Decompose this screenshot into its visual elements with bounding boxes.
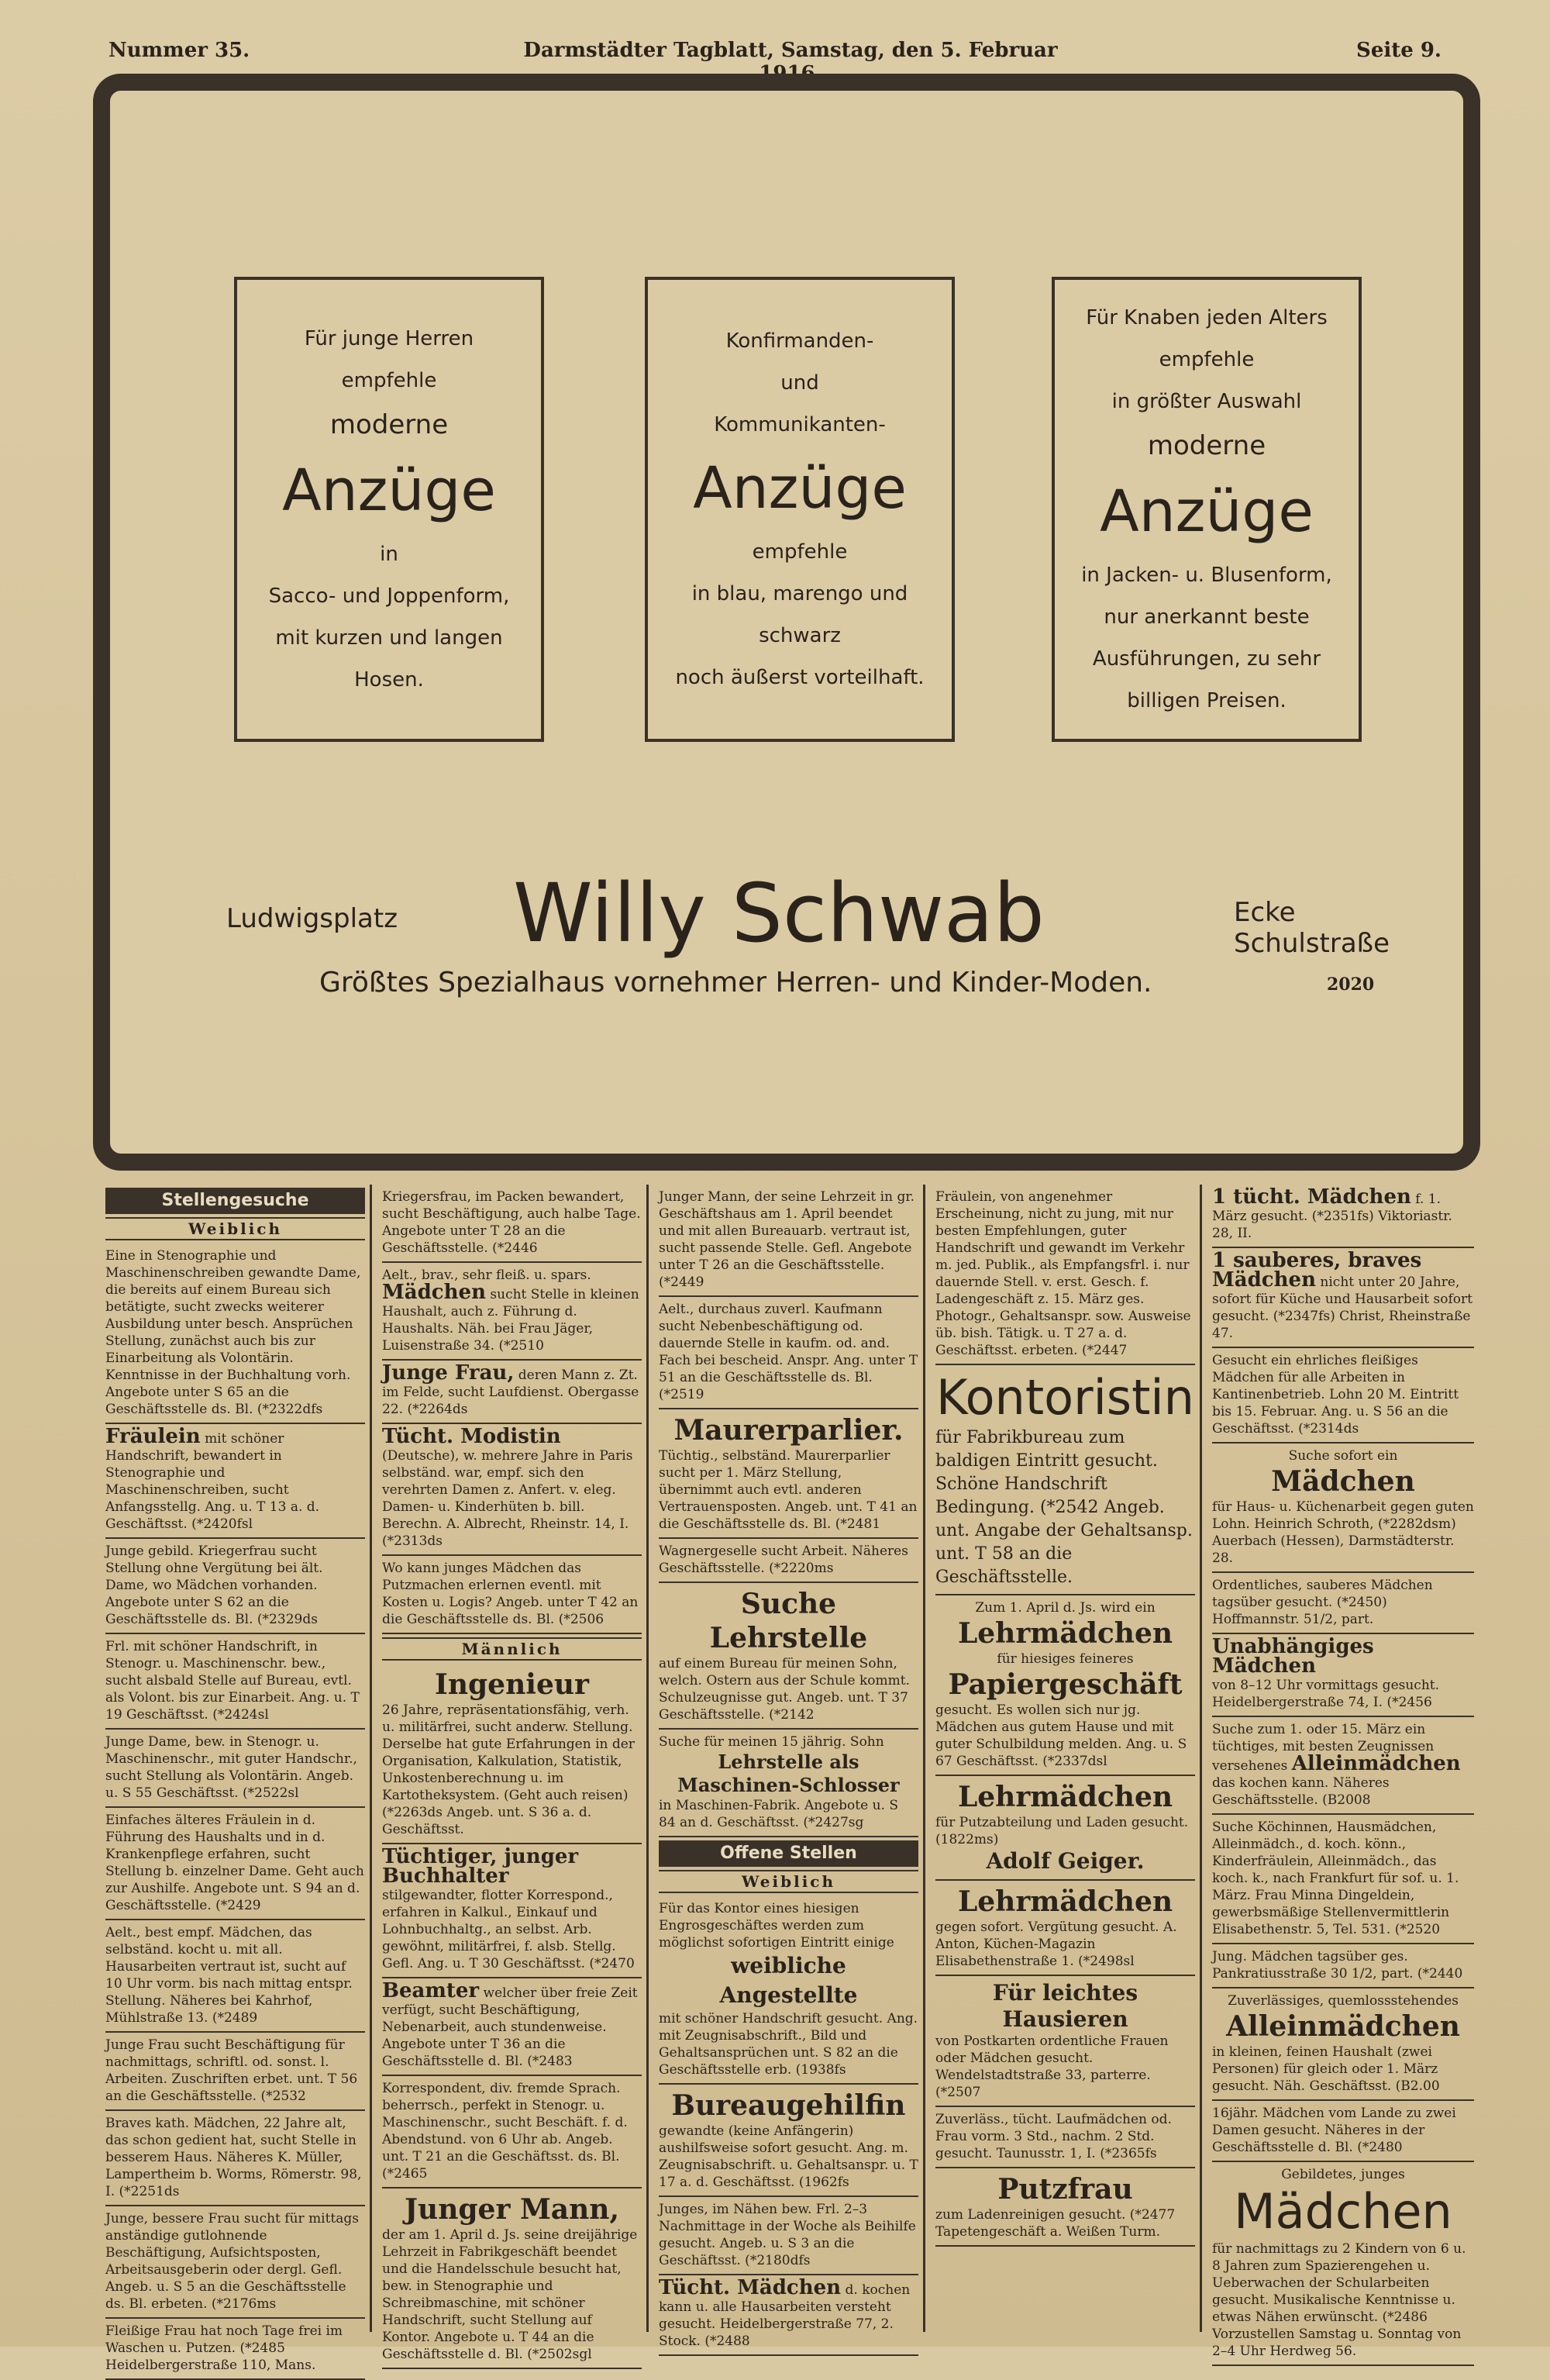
classified-ad: Junge Dame, bew. in Stenogr. u. Maschinenschr., mit guter Handschr., sucht Stellung als Volontärin. Angeb. u. S 55 Geschäftsst. (*2522sl [105, 1730, 365, 1808]
ad-text: empfehle [1159, 348, 1255, 371]
ad-text: moderne [1147, 430, 1266, 461]
ad-body: gesucht. Es wollen sich nur jg. Mädchen aus gutem Hause und mit guter Schulbildung melden. Ang. u. S 67 Geschäftsst. (*2337dsl [935, 1702, 1187, 1769]
classified-ad: Kriegersfrau, im Packen bewandert, sucht Beschäftigung, auch halbe Tage. Angebote unter T 28 an die Geschäftsstelle. (*2446 [382, 1185, 642, 1263]
classified-ad [935, 2168, 1195, 2247]
classified-ad [105, 1424, 365, 1539]
ad-body: mit schöner Handschrift gesucht. Ang. mit Zeugnisabschrift., Bild und Gehaltsansprüchen unt. S 82 an die Geschäftsstelle erb. (1938fs [659, 2011, 918, 2078]
subsection-title: Weiblich [105, 1217, 365, 1240]
classified-ad [382, 1844, 642, 1978]
ad-text: Für Knaben jeden Alters [1086, 306, 1328, 329]
classified-ad: Suche Köchinnen, Hausmädchen, Alleinmädch., d. koch. könn., Kinderfräulein, Alleinmädch., das koch. k., nach Frankfurt für sof. u. 1. März. Frau Minna Dingeldein, gewerbsmäßige Stellenvermittlerin Elisabethenstr. 5, Tel. 531. (*2520 [1212, 1815, 1474, 1944]
classified-ad [659, 1409, 918, 1539]
classified-ad: Gesucht ein ehrliches fleißiges Mädchen für alle Arbeiten in Kantinenbetrieb. Lohn 20 M. Eintritt bis 15. Februar. Ang. u. S 56 an die Geschäftsst. (*2314ds [1212, 1348, 1474, 1444]
classified-ad: Junge, bessere Frau sucht für mittags anständige gutlohnende Beschäftigung, Aufsichtsposten, Arbeitsausgeberin oder dergl. Gefl. Angeb. u. S 5 an die Geschäftsstelle ds. Bl. erbeten. (*2176ms [105, 2206, 365, 2319]
ad-body: welcher über freie Zeit verfügt, sucht Beschäftigung, Nebenarbeit, auch stundenweise. Angebote unter T 36 an die Geschäftsstelle d. Bl. (*2483 [382, 1985, 638, 2069]
ad-text: in blau, marengo und [691, 582, 908, 605]
ad-body: 26 Jahre, repräsentationsfähig, verh. u. militärfrei, sucht anderw. Stellung. Derselbe hat gute Erfahrungen in der Organisation, Kalkulation, Statistik, Unkostenberechnung u. im Kartotheksystem. (Geht auch reisen) (*2263ds Angeb. unt. S 36 a. d. Geschäftsst. [382, 1702, 635, 1837]
ad-lead: 1 tücht. Mädchen [1212, 1185, 1411, 1209]
classified-ad [1212, 1248, 1474, 1348]
ad-box-boys [1052, 277, 1362, 742]
ad-body: für Putzabteilung und Laden gesucht. (1822ms) [935, 1815, 1189, 1847]
classified-ad [935, 1881, 1195, 1976]
masthead [108, 39, 1442, 70]
ad-lead: Unabhängiges Mädchen [1212, 1635, 1374, 1678]
ad-lead: Adolf Geiger. [986, 1848, 1145, 1874]
ad-body: Suche zum 1. oder 15. März ein tüchtiges, mit besten Zeugnissen versehenes [1212, 1722, 1435, 1774]
classified-ad: Frl. mit schöner Handschrift, in Stenogr. u. Maschinenschr. bew., sucht alsbald Stelle auf Bureau, evtl. als Volont. bis zur Einarbeit. Ang. u. T 19 Geschäftsst. (*2424sl [105, 1634, 365, 1730]
ad-body: in kleinen, feinen Haushalt (zwei Personen) für gleich oder 1. März gesucht. Näh. Geschäftsst. (B2.00 [1212, 2044, 1440, 2094]
ad-code: 2020 [1327, 974, 1375, 995]
ad-location-right: Ecke Schulstraße [1234, 897, 1390, 959]
column-2 [377, 1185, 649, 2362]
ad-lead: Lehrmädchen [957, 1781, 1173, 1813]
ad-body: Zuverlässiges, quemlossstehendes [1228, 1993, 1459, 2009]
ad-body: von 8–12 Uhr vormittags gesucht. Heidelbergerstraße 74, I. (*2456 [1212, 1678, 1440, 1710]
ad-lead: Beamter [382, 1979, 480, 2002]
classified-ad [1212, 1444, 1474, 1573]
ad-lead: Papiergeschäft [948, 1668, 1183, 1701]
classified-ad [382, 2189, 642, 2369]
column-1 [101, 1185, 372, 2373]
classified-ad [659, 1730, 918, 1837]
classified-ad: Aelt., durchaus zuverl. Kaufmann sucht Nebenbeschäftigung od. dauernde Stelle in kaufm. od. and. Fach bei bescheid. Anspr. Ang. unter T 51 an die Geschäftsstelle ds. Bl. (*2519 [659, 1297, 918, 1409]
subsection-title: Männlich [382, 1637, 642, 1661]
ad-text: Sacco- und Joppenform, [268, 585, 510, 608]
classified-ad: Wagnergeselle sucht Arbeit. Näheres Geschäftsstelle. (*2220ms [659, 1539, 918, 1583]
ad-text: Hosen. [354, 668, 424, 692]
ad-body: sucht Stelle in kleinen Haushalt, auch z. Führung d. Haushalts. Näh. bei Frau Jäger, Luisenstraße 34. (*2510 [382, 1287, 639, 1354]
column-4 [931, 1185, 1202, 2332]
ad-text: Für junge Herren [304, 327, 474, 350]
column-5 [1207, 1185, 1479, 2359]
ad-headline: Anzüge [693, 455, 907, 522]
ad-text: empfehle [752, 540, 848, 564]
classified-ad [382, 1361, 642, 1424]
ad-body: zum Ladenreinigen gesucht. (*2477 Tapetengeschäft a. Weißen Turm. [935, 2207, 1176, 2240]
ad-text: moderne [329, 409, 449, 440]
ad-text: noch äußerst vorteilhaft. [675, 666, 925, 689]
ad-body: für nachmittags zu 2 Kindern von 6 u. 8 Jahren zum Spazierengehen u. Ueberwachen der Schularbeiten gesucht. Musikalische Kenntnisse u. etwas Nähen erwünscht. (*2486 Vorzustellen Samstag u. Sonntag von 2–4 Uhr Herdweg 56. [1212, 2241, 1466, 2359]
section-header: Stellengesuche [105, 1188, 365, 1214]
classified-ad: Einfaches älteres Fräulein in d. Führung des Haushalts und in d. Krankenpflege erfahren, sucht Stellung b. einzelner Dame. Geht auch zur Aushilfe. Angebote unt. S 94 an d. Geschäftsstelle. (*2429 [105, 1808, 365, 1920]
classified-ad [935, 1595, 1195, 1776]
ad-body: von Postkarten ordentliche Frauen oder Mädchen gesucht. Wendelstadtstraße 33, parterre. (*2507 [935, 2033, 1169, 2100]
ad-lead: Maurerparlier. [673, 1414, 904, 1447]
ad-headline: Anzüge [282, 457, 496, 524]
ad-headline: Anzüge [1100, 478, 1314, 545]
classified-ad: 16jähr. Mädchen vom Lande zu zwei Damen gesucht. Näheres in der Geschäftsstelle d. Bl. (*2480 [1212, 2101, 1474, 2162]
classified-ad [1212, 1185, 1474, 1248]
classified-ad: Aelt., best empf. Mädchen, das selbständ. kocht u. mit all. Hausarbeiten vertraut ist, sucht auf 10 Uhr vorm. bis nach mittag entspr. Stellung. Näheres bei Kahrhof, Mühlstraße 13. (*2489 [105, 1920, 365, 2033]
ad-text: mit kurzen und langen [275, 626, 503, 650]
classified-columns [101, 1185, 1488, 2373]
newspaper-title: Darmstädter Tagblatt, Samstag, den 5. Februar [523, 39, 1058, 62]
ad-body: f. 1. März gesucht. (*2351fs) Viktoriastr. 28, II. [1212, 1192, 1452, 1241]
ad-lead: Fräulein [105, 1425, 201, 1448]
classified-ad: Junge gebild. Kriegerfrau sucht Stellung ohne Vergütung bei ält. Dame, wo Mädchen vorhanden. Angebote unter S 62 an die Geschäftsstelle ds. Bl. (*2329ds [105, 1539, 365, 1634]
ad-text: und [780, 371, 819, 395]
ad-body: Gebildetes, junges [1281, 2167, 1405, 2182]
ad-lead: Mädchen [1234, 2183, 1452, 2240]
ad-text: nur anerkannt beste [1104, 605, 1310, 629]
classified-ad: Ordentliches, sauberes Mädchen tagsüber gesucht. (*2450) Hoffmannstr. 51/2, part. [1212, 1573, 1474, 1634]
classified-ad [659, 2085, 918, 2197]
ad-lead: Putzfrau [997, 2173, 1133, 2206]
classified-ad [935, 1776, 1195, 1881]
ad-lead: Tücht. Modistin [382, 1425, 561, 1448]
classified-ad: Jung. Mädchen tagsüber ges. Pankratiusstraße 30 1/2, part. (*2440 [1212, 1944, 1474, 1989]
ad-body: (Deutsche), w. mehrere Jahre in Paris selbständ. war, empf. sich den verehrten Damen z. Anfert. v. eleg. Damen- u. Kinderhüten b. bill. Berechn. A. Albrecht, Rheinstr. 14, I. (*2313ds [382, 1448, 633, 1549]
classified-ad: Braves kath. Mädchen, 22 Jahre alt, das schon gedient hat, sucht Stelle in besserem Haus. Näheres K. Müller, Lampertheim b. Worms, Römerstr. 98, I. (*2251ds [105, 2111, 365, 2206]
classified-ad: Junger Mann, der seine Lehrzeit in gr. Geschäftshaus am 1. April beendet und mit allen Bureauarb. vertraut ist, sucht passende Stelle. Gefl. Angebote unter T 26 an die Geschäftsstelle. (*2449 [659, 1185, 918, 1297]
ad-lead: Ingenieur [435, 1668, 589, 1701]
ad-lead: Junger Mann, [404, 2193, 619, 2226]
classified-ad [382, 1664, 642, 1844]
ad-lead: 1 sauberes, braves Mädchen [1212, 1249, 1422, 1292]
classified-ad: Korrespondent, div. fremde Sprach. beherrsch., perfekt in Stenogr. u. Maschinenschr., sucht Beschäft. f. d. Abendstund. von 6 Uhr ab. Angeb. unt. T 21 an die Geschäftsst. ds. Bl. (*2465 [382, 2076, 642, 2189]
ad-lead: Lehrstelle als Maschinen-Schlosser [677, 1751, 900, 1796]
ad-lead: weibliche Angestellte [719, 1953, 858, 2008]
classified-ad: Junges, im Nähen bew. Frl. 2–3 Nachmittage in der Woche als Beihilfe gesucht. Angeb. u. S 3 an die Geschäftsst. (*2180dfs [659, 2197, 918, 2275]
classified-ad: Wo kann junges Mädchen das Putzmachen erlernen eventl. mit Kosten u. Logis? Angeb. unter T 42 an die Geschäftsstelle ds. Bl. (*2506 [382, 1556, 642, 1634]
classified-ad [659, 1583, 918, 1730]
subsection-title: Weiblich [659, 1870, 918, 1893]
ad-lead: Mädchen [1271, 1465, 1415, 1498]
classified-ad [659, 2275, 918, 2356]
classified-ad [382, 1978, 642, 2076]
ad-lead: Tücht. Mädchen [659, 2276, 842, 2299]
ad-body: gewandte (keine Anfängerin) aushilfsweise sofort gesucht. Ang. m. Zeugnisabschrift. u. Gehaltsanspr. u. T 17 a. d. Geschäftsst. (1962fs [659, 2123, 918, 2190]
classified-ad [935, 1365, 1195, 1595]
ad-tagline: Größtes Spezialhaus vornehmer Herren- und Kinder-Moden. [319, 967, 1152, 999]
ad-body: für Fabrikbureau zum baldigen Eintritt gesucht. Schöne Handschrift Bedingung. (*2542 Angeb. unt. Angabe der Gehaltsansp. unt. T 58 an die Geschäftsstelle. [935, 1428, 1193, 1587]
classified-ad: Fleißige Frau hat noch Tage frei im Waschen u. Putzen. (*2485 Heidelbergerstraße 110, Mans. [105, 2319, 365, 2380]
ad-body: Aelt., brav., sehr fleiß. u. spars. [382, 1268, 591, 1283]
ad-lead: Lehrmädchen [957, 1617, 1173, 1650]
ad-text: Konfirmanden- [725, 329, 874, 353]
ad-body: für hiesiges feineres [997, 1651, 1134, 1667]
column-3 [654, 1185, 925, 2349]
ad-text: Ausführungen, zu sehr [1092, 647, 1321, 671]
ad-lead: Junge Frau, [382, 1361, 515, 1385]
ad-brand-line [226, 866, 1390, 974]
ad-box-confirmation [645, 277, 955, 742]
classified-ad: Zuverläss., tücht. Laufmädchen od. Frau vorm. 3 Std., nachm. 2 Std. gesucht. Taunusstr. 1, I. (*2365fs [935, 2107, 1195, 2168]
ad-lead: Alleinmädchen [1226, 2010, 1460, 2043]
ad-lead: Tüchtiger, junger Buchhalter [382, 1845, 579, 1888]
section-header: Offene Stellen [659, 1840, 918, 1867]
classified-ad: Eine in Stenographie und Maschinenschreiben gewandte Dame, die bereits auf einem Bureau sich betätigte, sucht zwecks weiterer Ausbildung unter besch. Ansprüchen Stellung, zunächst auch bis zur Einarbeitung als Volontärin. Kenntnisse in der Buchhaltung vorh. Angebote unter S 65 an die Geschäftsstelle ds. Bl. (*2322dfs [105, 1243, 365, 1424]
ad-text: in größter Auswahl [1111, 390, 1302, 413]
ad-box-young-men [234, 277, 544, 742]
ad-body: stilgewandter, flotter Korrespond., erfahren in Kalkul., Einkauf und Lohnbuchhaltg., an selbst. Arb. gewöhnt, militärfrei, f. alsb. Stellg. Gefl. Ang. u. T 30 Geschäftsst. (*2470 [382, 1888, 635, 1971]
ad-body: der am 1. April d. Js. seine dreijährige Lehrzeit in Fabrikgeschäft beendet und die Handelsschule besucht hat, bew. in Stenographie und Schreibmaschine, mit schöner Handschrift, sucht Stellung auf Kontor. Angebote u. T 44 an die Geschäftsstelle d. Bl. (*2502sgl [382, 2227, 638, 2362]
ad-body: Zum 1. April d. Js. wird ein [975, 1600, 1156, 1616]
ad-body: gegen sofort. Vergütung gesucht. A. Anton, Küchen-Magazin Elisabethenstraße 1. (*2498sl [935, 1920, 1177, 1969]
ad-body: das kochen kann. Näheres Geschäftsstelle. (B2008 [1212, 1775, 1390, 1808]
classified-ad: Fräulein, von angenehmer Erscheinung, nicht zu jung, mit nur besten Empfehlungen, guter Handschrift und gewandt im Verkehr m. jed. Publik., als Empfangsfrl. i. nur dauernde Stell. v. erst. Gesch. f. Ladengeschäft z. 15. März ges. Photogr., Gehaltsanspr. sow. Ausweise üb. bish. Tätigk. u. T 27 a. d. Geschäftsst. erbeten. (*2447 [935, 1185, 1195, 1365]
ad-body: nicht unter 20 Jahre, sofort für Küche und Hausarbeit sofort gesucht. (*2347fs) Christ, Rheinstraße 47. [1212, 1275, 1472, 1341]
ad-body: Suche für meinen 15 jährig. Sohn [659, 1734, 884, 1750]
ad-text: in [380, 543, 398, 566]
ad-brand-name: Willy Schwab [513, 866, 1045, 961]
ad-body: deren Mann z. Zt. im Felde, sucht Laufdienst. Obergasse 22. (*2264ds [382, 1368, 639, 1417]
ad-text: schwarz [759, 624, 841, 647]
ad-lead: Lehrmädchen [957, 1885, 1173, 1918]
classified-ad [1212, 1717, 1474, 1815]
ad-body: mit schöner Handschrift, bewandert in Stenographie und Maschinenschreiben, sucht Anfangsstellg. Ang. u. T 13 a. d. Geschäftsst. (*2420fsl [105, 1431, 320, 1532]
ad-location-left: Ludwigsplatz [226, 903, 398, 934]
ad-body: d. kochen kann u. alle Hausarbeiten versteht gesucht. Heidelbergerstraße 77, 2. Stock. (*2488 [659, 2282, 911, 2349]
classified-ad [1212, 1634, 1474, 1717]
ad-body: Suche sofort ein [1288, 1448, 1398, 1464]
ad-body: auf einem Bureau für meinen Sohn, welch. Ostern aus der Schule kommt. Schulzeugnisse gut. Angeb. unt. T 37 Geschäftsstelle. (*2142 [659, 1656, 911, 1723]
ad-lead: Alleinmädchen [1291, 1752, 1461, 1775]
ad-text: billigen Preisen. [1127, 689, 1286, 712]
ad-lead: Mädchen [382, 1281, 486, 1304]
ad-lead: Für leichtes Hausieren [992, 1980, 1138, 2032]
classified-ad [1212, 2162, 1474, 2366]
issue-number: Nummer 35. [108, 39, 250, 62]
page-number: Seite 9. [1356, 39, 1442, 62]
ad-text: in Jacken- u. Blusenform, [1081, 564, 1332, 587]
ad-text: Kommunikanten- [714, 413, 886, 436]
ad-body: Tüchtig., selbständ. Maurerparlier sucht per 1. März Stellung, übernimmt auch evtl. anderen Vertrauensposten. Angeb. unt. T 41 an die Geschäftsstelle ds. Bl. (*2481 [659, 1448, 918, 1532]
ad-text: empfehle [341, 369, 437, 392]
classified-ad [382, 1424, 642, 1556]
classified-ad [935, 1976, 1195, 2107]
ad-body: in Maschinen-Fabrik. Angebote u. S 84 an d. Geschäftsst. (*2427sg [659, 1798, 898, 1830]
ad-body: Für das Kontor eines hiesigen Engrosgeschäftes werden zum möglichst sofortigen Eintritt einige [659, 1901, 894, 1951]
willy-schwab-advertisement [93, 74, 1480, 1171]
ad-body: für Haus- u. Küchenarbeit gegen guten Lohn. Heinrich Schroth, (*2282dsm) Auerbach (Hessen), Darmstädterstr. 28. [1212, 1499, 1474, 1566]
classified-ad [382, 1263, 642, 1361]
classified-ad [1212, 1989, 1474, 2101]
ad-lead: Suche Lehrstelle [709, 1588, 868, 1654]
ad-lead: Kontoristin [936, 1369, 1194, 1426]
classified-ad: Junge Frau sucht Beschäftigung für nachmittags, schriftl. od. sonst. l. Arbeiten. Zuschriften erbet. unt. T 56 an die Geschäftsstelle. (*2532 [105, 2033, 365, 2111]
ad-lead: Bureaugehilfin [671, 2089, 906, 2122]
classified-ad [659, 1896, 918, 2085]
